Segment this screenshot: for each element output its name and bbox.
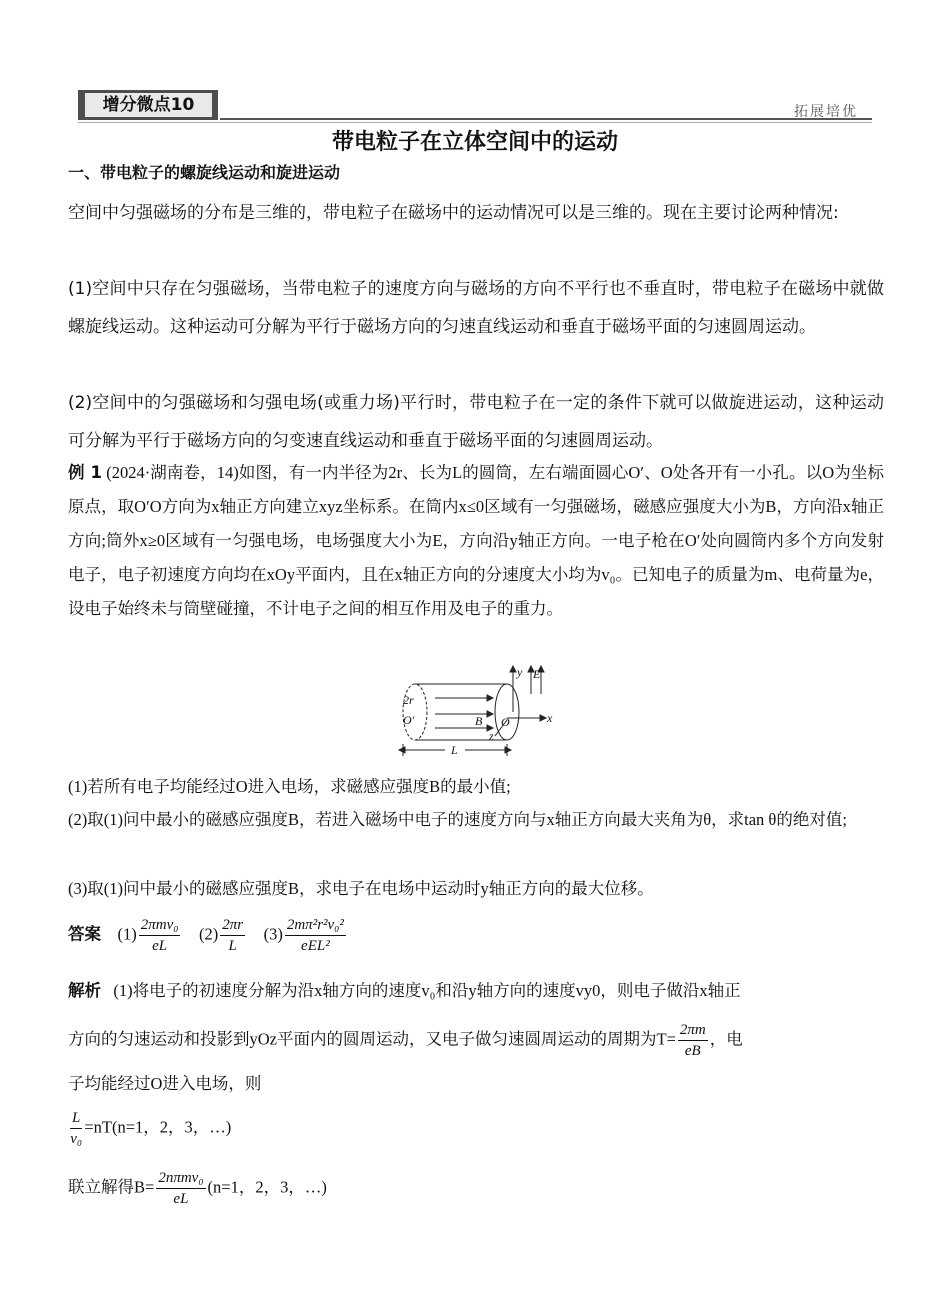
section-tag-label: 增分微点10 bbox=[85, 93, 212, 117]
eq2-den: eL bbox=[173, 1191, 189, 1207]
eq2-prefix: 联立解得B= bbox=[68, 1177, 155, 1197]
analysis-line-2 bbox=[68, 1020, 743, 1061]
period-fraction bbox=[678, 1020, 708, 1061]
answer-3-fraction bbox=[285, 915, 346, 956]
analysis-line-2-end: ，电 bbox=[709, 1029, 743, 1049]
page-title: 带电粒子在立体空间中的运动 bbox=[331, 130, 618, 155]
answer-3-prefix: (3) bbox=[263, 924, 283, 944]
eq1-den: v₀ bbox=[70, 1131, 83, 1147]
label-z: z bbox=[489, 729, 494, 743]
axes bbox=[399, 666, 546, 756]
cylinder-figure bbox=[395, 664, 565, 764]
label-x: x bbox=[547, 711, 553, 725]
analysis-line-3: 子均能经过O进入电场，则 bbox=[68, 1074, 262, 1093]
example-source: (2024·湖南卷，14) bbox=[106, 463, 239, 482]
eq2-num: 2nπmv₀ bbox=[156, 1168, 205, 1189]
intro-paragraph: 空间中匀强磁场的分布是三维的，带电粒子在磁场中的运动情况可以是三维的。现在主要讨论两种情况: bbox=[68, 203, 839, 223]
analysis-label: 解析 bbox=[68, 981, 101, 1000]
label-b: B bbox=[475, 714, 483, 728]
equation-2 bbox=[68, 1168, 327, 1209]
label-2r: 2r bbox=[403, 693, 414, 707]
answer-2-fraction bbox=[220, 915, 245, 956]
answer-2-num: 2πr bbox=[220, 915, 245, 936]
answer-1-num: 2πmv₀ bbox=[139, 915, 181, 936]
field-lines bbox=[435, 695, 493, 731]
eq1-fraction bbox=[70, 1108, 82, 1149]
eq2-post: (n=1，2，3，…) bbox=[207, 1177, 327, 1197]
answer-2-den: L bbox=[228, 938, 237, 954]
question-2: (2)取(1)问中最小的磁感应强度B，若进入磁场中电子的速度方向与x轴正方向最大夹角为θ，求tan θ的绝对值; bbox=[68, 810, 847, 829]
case2-paragraph: (2)空间中的匀强磁场和匀强电场(或重力场)平行时，带电粒子在一定的条件下就可以做旋进运动，这种运动可分解为平行于磁场方向的匀变速直线运动和垂直于磁场平面的匀速圆周运动。 bbox=[68, 393, 884, 451]
case1-paragraph: (1)空间中只存在匀强磁场，当带电粒子的速度方向与磁场的方向不平行也不垂直时，带电粒子在磁场中就做螺旋线运动。这种运动可分解为平行于磁场方向的匀速直线运动和垂直于磁场平面的匀速圆周运动。 bbox=[68, 279, 884, 337]
analysis-line-1-text: (1)将电子的初速度分解为沿x轴方向的速度v₀和沿y轴方向的速度vy0，则电子做沿x轴正 bbox=[113, 981, 741, 1000]
example-paragraph bbox=[68, 456, 884, 626]
answer-1-prefix: (1) bbox=[117, 924, 137, 944]
header-corner-label: 拓展培优 bbox=[794, 104, 858, 120]
cylinder-body bbox=[403, 684, 519, 740]
answer-1-den: eL bbox=[152, 938, 168, 954]
eq2-fraction bbox=[156, 1168, 205, 1209]
eq1-rhs: =nT(n=1，2，3，…) bbox=[84, 1117, 232, 1137]
equation-1 bbox=[68, 1108, 231, 1149]
period-num: 2πm bbox=[678, 1020, 708, 1041]
answer-label: 答案 bbox=[68, 924, 101, 944]
label-e: E bbox=[533, 667, 541, 681]
example-text: 如图，有一内半径为2r、长为L的圆筒，左右端面圆心O′、O处各开有一小孔。以O为坐标原点，取O′O方向为x轴正方向建立xyz坐标系。在筒内x≤0区域有一匀强磁场，磁感应强度大小为B，方向沿x轴正方向;筒外x≥0区域有一匀强电场，电场强度大小为E，方向沿y轴正方向。一电子枪在O′处向圆筒内多个方向发射电子，电子初速度方向均在xOy平面内，且在x轴正方向的分速度大小均为v₀。已知电子的质量为m、电荷量为e，设电子始终未与筒壁碰撞，不计电子之间的相互作用及电子的重力。 bbox=[68, 463, 885, 618]
answer-3-num: 2mπ²r²v₀² bbox=[285, 915, 346, 936]
example-label: 例 1 bbox=[68, 463, 102, 482]
section-tag bbox=[78, 90, 218, 120]
label-o: O bbox=[501, 715, 510, 729]
eq1-num: L bbox=[70, 1108, 82, 1129]
label-o-prime: O′ bbox=[403, 713, 415, 727]
header-rule bbox=[220, 118, 872, 120]
label-l: L bbox=[451, 743, 458, 757]
section-heading: 一、带电粒子的螺旋线运动和旋进运动 bbox=[68, 163, 341, 182]
question-3: (3)取(1)问中最小的磁感应强度B，求电子在电场中运动时y轴正方向的最大位移。 bbox=[68, 879, 654, 898]
answer-3-den: eEL² bbox=[301, 938, 330, 954]
header-rule-thin bbox=[78, 122, 872, 123]
answer-2-prefix: (2) bbox=[198, 924, 219, 944]
answer-row bbox=[68, 915, 348, 956]
period-den: eB bbox=[684, 1043, 701, 1059]
analysis-line-2-text: 方向的匀速运动和投影到yOz平面内的圆周运动，又电子做匀速圆周运动的周期为T= bbox=[68, 1029, 676, 1049]
analysis-line-1 bbox=[68, 979, 741, 1003]
answer-1-fraction bbox=[139, 915, 181, 956]
label-y: y bbox=[517, 665, 523, 679]
question-1: (1)若所有电子均能经过O进入电场，求磁感应强度B的最小值; bbox=[68, 777, 511, 796]
